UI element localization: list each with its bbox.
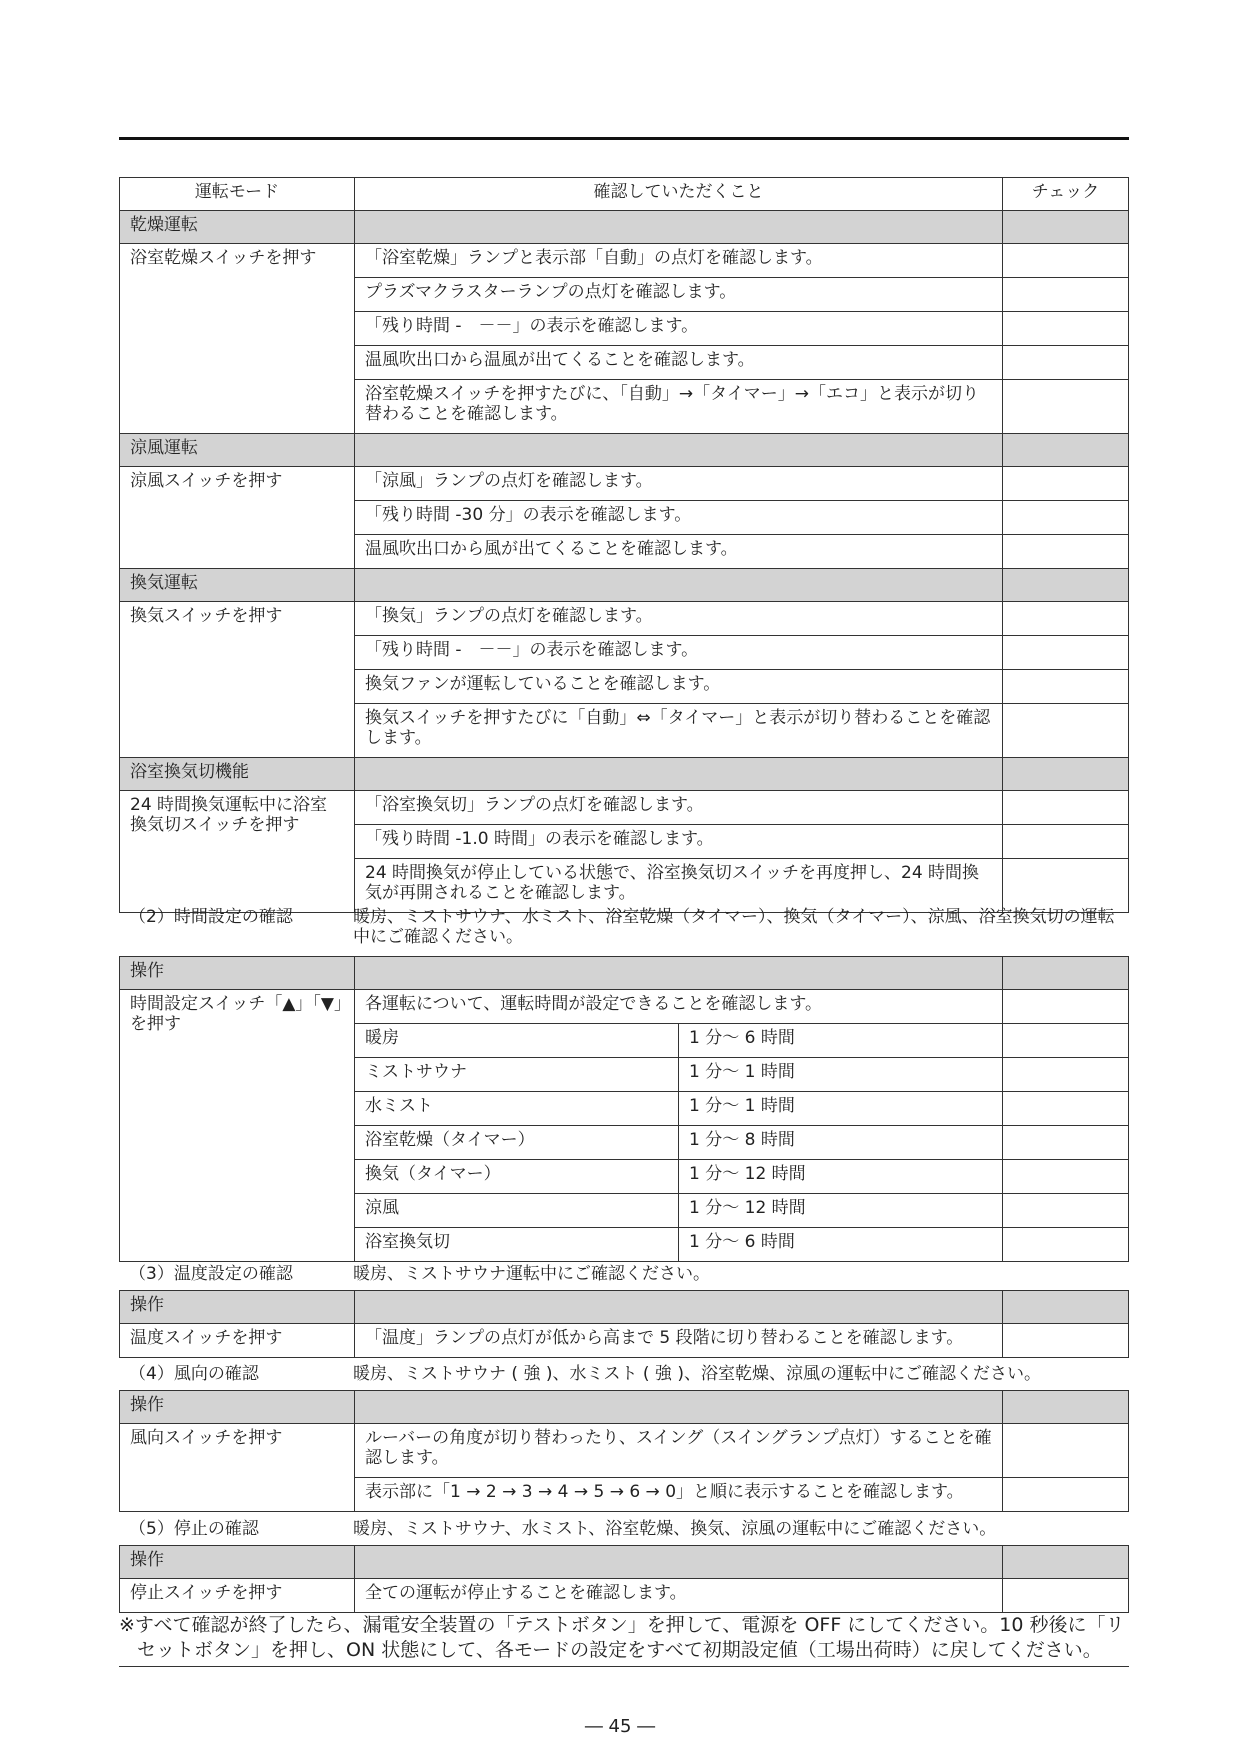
mode-cell: 暖房: [355, 1024, 679, 1058]
confirm-item: プラズマクラスターランプの点灯を確認します。: [355, 278, 1003, 312]
section-title: 操作: [120, 1291, 355, 1324]
section-title: 涼風運転: [120, 434, 355, 467]
check-cell[interactable]: [1003, 1160, 1129, 1194]
range-cell: 1 分～ 12 時間: [679, 1194, 1003, 1228]
section-label: （4）風向の確認: [129, 1364, 259, 1384]
section-row-cool-breeze: [120, 434, 1129, 467]
section-title: 操作: [120, 1391, 355, 1424]
section-title: 換気運転: [120, 569, 355, 602]
operation-cell: 浴室乾燥スイッチを押す: [120, 244, 355, 434]
section-label: （3）温度設定の確認: [129, 1264, 293, 1284]
confirm-item: ルーバーの角度が切り替わったり、スイング（スイングランプ点灯）することを確認します。: [355, 1424, 1003, 1478]
check-cell[interactable]: [1003, 312, 1129, 346]
section-row-drying: [120, 211, 1129, 244]
table-row: [120, 1424, 1129, 1478]
check-cell[interactable]: [1003, 1424, 1129, 1478]
check-cell[interactable]: [1003, 278, 1129, 312]
section-title: 浴室換気切機能: [120, 758, 355, 791]
check-cell[interactable]: [1003, 825, 1129, 859]
check-cell[interactable]: [1003, 636, 1129, 670]
range-cell: 1 分～ 1 時間: [679, 1092, 1003, 1126]
check-cell[interactable]: [1003, 1478, 1129, 1512]
check-cell[interactable]: [1003, 1228, 1129, 1262]
confirm-item: 「残り時間 - －－」の表示を確認します。: [355, 312, 1003, 346]
operation-cell: 24 時間換気運転中に浴室換気切スイッチを押す: [120, 791, 355, 913]
table-row: [120, 244, 1129, 278]
operation-cell: 換気スイッチを押す: [120, 602, 355, 758]
temp-setting-note: [119, 1264, 1129, 1284]
check-cell[interactable]: [1003, 501, 1129, 535]
mode-cell: 水ミスト: [355, 1092, 679, 1126]
section-row-ventilation-off: [120, 758, 1129, 791]
check-cell[interactable]: [1003, 346, 1129, 380]
section-note: 暖房、ミストサウナ、水ミスト、浴室乾燥（タイマー）、換気（タイマー）、涼風、浴室換気切の運転中にご確認ください。: [353, 907, 1115, 947]
confirm-item: 全ての運転が停止することを確認します。: [355, 1579, 1003, 1613]
range-cell: 1 分～ 6 時間: [679, 1228, 1003, 1262]
section-note: 暖房、ミストサウナ運転中にご確認ください。: [353, 1264, 710, 1284]
header-mode: 運転モード: [120, 178, 355, 211]
check-cell[interactable]: [1003, 380, 1129, 434]
confirm-item: 24 時間換気が停止している状態で、浴室換気切スイッチを再度押し、24 時間換気が再開されることを確認します。: [355, 859, 1003, 913]
time-setting-note: [119, 907, 1129, 947]
mode-cell: 涼風: [355, 1194, 679, 1228]
operation-cell: 涼風スイッチを押す: [120, 467, 355, 569]
mode-cell: 浴室乾燥（タイマー）: [355, 1126, 679, 1160]
operation-cell: 風向スイッチを押す: [120, 1424, 355, 1512]
header-confirm: 確認していただくこと: [355, 178, 1003, 211]
section-row-operation: [120, 1391, 1129, 1424]
check-cell[interactable]: [1003, 791, 1129, 825]
stop-note: [119, 1519, 1129, 1539]
confirm-item: 「涼風」ランプの点灯を確認します。: [355, 467, 1003, 501]
confirm-item: 「温度」ランプの点灯が低から高まで 5 段階に切り替わることを確認します。: [355, 1324, 1003, 1358]
check-cell[interactable]: [1003, 1058, 1129, 1092]
check-cell[interactable]: [1003, 467, 1129, 501]
check-cell[interactable]: [1003, 244, 1129, 278]
confirm-item: 「浴室乾燥」ランプと表示部「自動」の点灯を確認します。: [355, 244, 1003, 278]
table-row: [120, 1324, 1129, 1358]
mode-cell: 浴室換気切: [355, 1228, 679, 1262]
table-row: [120, 602, 1129, 636]
table-row: [120, 990, 1129, 1024]
check-cell[interactable]: [1003, 1579, 1129, 1613]
confirm-item: 温風吹出口から温風が出てくることを確認します。: [355, 346, 1003, 380]
confirm-item: 換気スイッチを押すたびに「自動」⇔「タイマー」と表示が切り替わることを確認します。: [355, 704, 1003, 758]
table-row: [120, 467, 1129, 501]
confirm-item: 「残り時間 -30 分」の表示を確認します。: [355, 501, 1003, 535]
range-cell: 1 分～ 6 時間: [679, 1024, 1003, 1058]
range-cell: 1 分～ 8 時間: [679, 1126, 1003, 1160]
page-number: ― 45 ―: [584, 1716, 656, 1737]
section-label: （5）停止の確認: [129, 1519, 259, 1539]
table-row: [120, 1579, 1129, 1613]
check-cell[interactable]: [1003, 704, 1129, 758]
confirm-item: 表示部に「1 → 2 → 3 → 4 → 5 → 6 → 0」と順に表示することを確認します。: [355, 1478, 1003, 1512]
section-note: 暖房、ミストサウナ ( 強 )、水ミスト ( 強 )、浴室乾燥、涼風の運転中にご確認ください。: [353, 1364, 1041, 1384]
confirm-item: 換気ファンが運転していることを確認します。: [355, 670, 1003, 704]
table-header-row: [120, 178, 1129, 211]
check-cell[interactable]: [1003, 1024, 1129, 1058]
section-label: （2）時間設定の確認: [129, 907, 293, 927]
bottom-rule: [119, 1666, 1129, 1667]
header-check: チェック: [1003, 178, 1129, 211]
stop-table: [119, 1545, 1129, 1613]
wind-direction-table: [119, 1390, 1129, 1512]
confirm-item: 「残り時間 -1.0 時間」の表示を確認します。: [355, 825, 1003, 859]
top-rule: [119, 137, 1129, 140]
mode-cell: ミストサウナ: [355, 1058, 679, 1092]
confirm-item: 温風吹出口から風が出てくることを確認します。: [355, 535, 1003, 569]
check-cell[interactable]: [1003, 859, 1129, 913]
check-cell[interactable]: [1003, 1194, 1129, 1228]
section-note: 暖房、ミストサウナ、水ミスト、浴室乾燥、換気、涼風の運転中にご確認ください。: [353, 1519, 997, 1539]
confirm-item: 「換気」ランプの点灯を確認します。: [355, 602, 1003, 636]
range-cell: 1 分～ 1 時間: [679, 1058, 1003, 1092]
check-cell[interactable]: [1003, 990, 1129, 1024]
temp-setting-table: [119, 1290, 1129, 1358]
section-title: 操作: [120, 957, 355, 990]
operation-cell: 温度スイッチを押す: [120, 1324, 355, 1358]
wind-direction-note: [119, 1364, 1129, 1384]
mode-cell: 換気（タイマー）: [355, 1160, 679, 1194]
time-setting-table: [119, 956, 1129, 1262]
check-cell[interactable]: [1003, 602, 1129, 636]
check-cell[interactable]: [1003, 1092, 1129, 1126]
check-cell[interactable]: [1003, 535, 1129, 569]
check-cell[interactable]: [1003, 1324, 1129, 1358]
confirm-item: 各運転について、運転時間が設定できることを確認します。: [355, 990, 1003, 1024]
operation-cell: 停止スイッチを押す: [120, 1579, 355, 1613]
check-cell[interactable]: [1003, 670, 1129, 704]
confirm-item: 浴室乾燥スイッチを押すたびに、「自動」→「タイマー」→「エコ」と表示が切り替わることを確認します。: [355, 380, 1003, 434]
confirm-item: 「残り時間 - －－」の表示を確認します。: [355, 636, 1003, 670]
operation-check-table: [119, 177, 1129, 913]
confirm-item: 「浴室換気切」ランプの点灯を確認します。: [355, 791, 1003, 825]
range-cell: 1 分～ 12 時間: [679, 1160, 1003, 1194]
check-cell[interactable]: [1003, 1126, 1129, 1160]
section-row-ventilation: [120, 569, 1129, 602]
table-row: [120, 791, 1129, 825]
section-row-operation: [120, 1546, 1129, 1579]
section-row-operation: [120, 1291, 1129, 1324]
operation-cell: 時間設定スイッチ「▲」「▼」を押す: [120, 990, 355, 1262]
section-row-operation: [120, 957, 1129, 990]
reset-footnote: ※すべて確認が終了したら、漏電安全装置の「テストボタン」を押して、電源を OFF にしてください。10 秒後に「リセットボタン」を押し、ON 状態にして、各モードの設定をすべて初期設定値（工場出荷時）に戻してください。: [119, 1614, 1125, 1661]
section-title: 操作: [120, 1546, 355, 1579]
section-title: 乾燥運転: [120, 211, 355, 244]
